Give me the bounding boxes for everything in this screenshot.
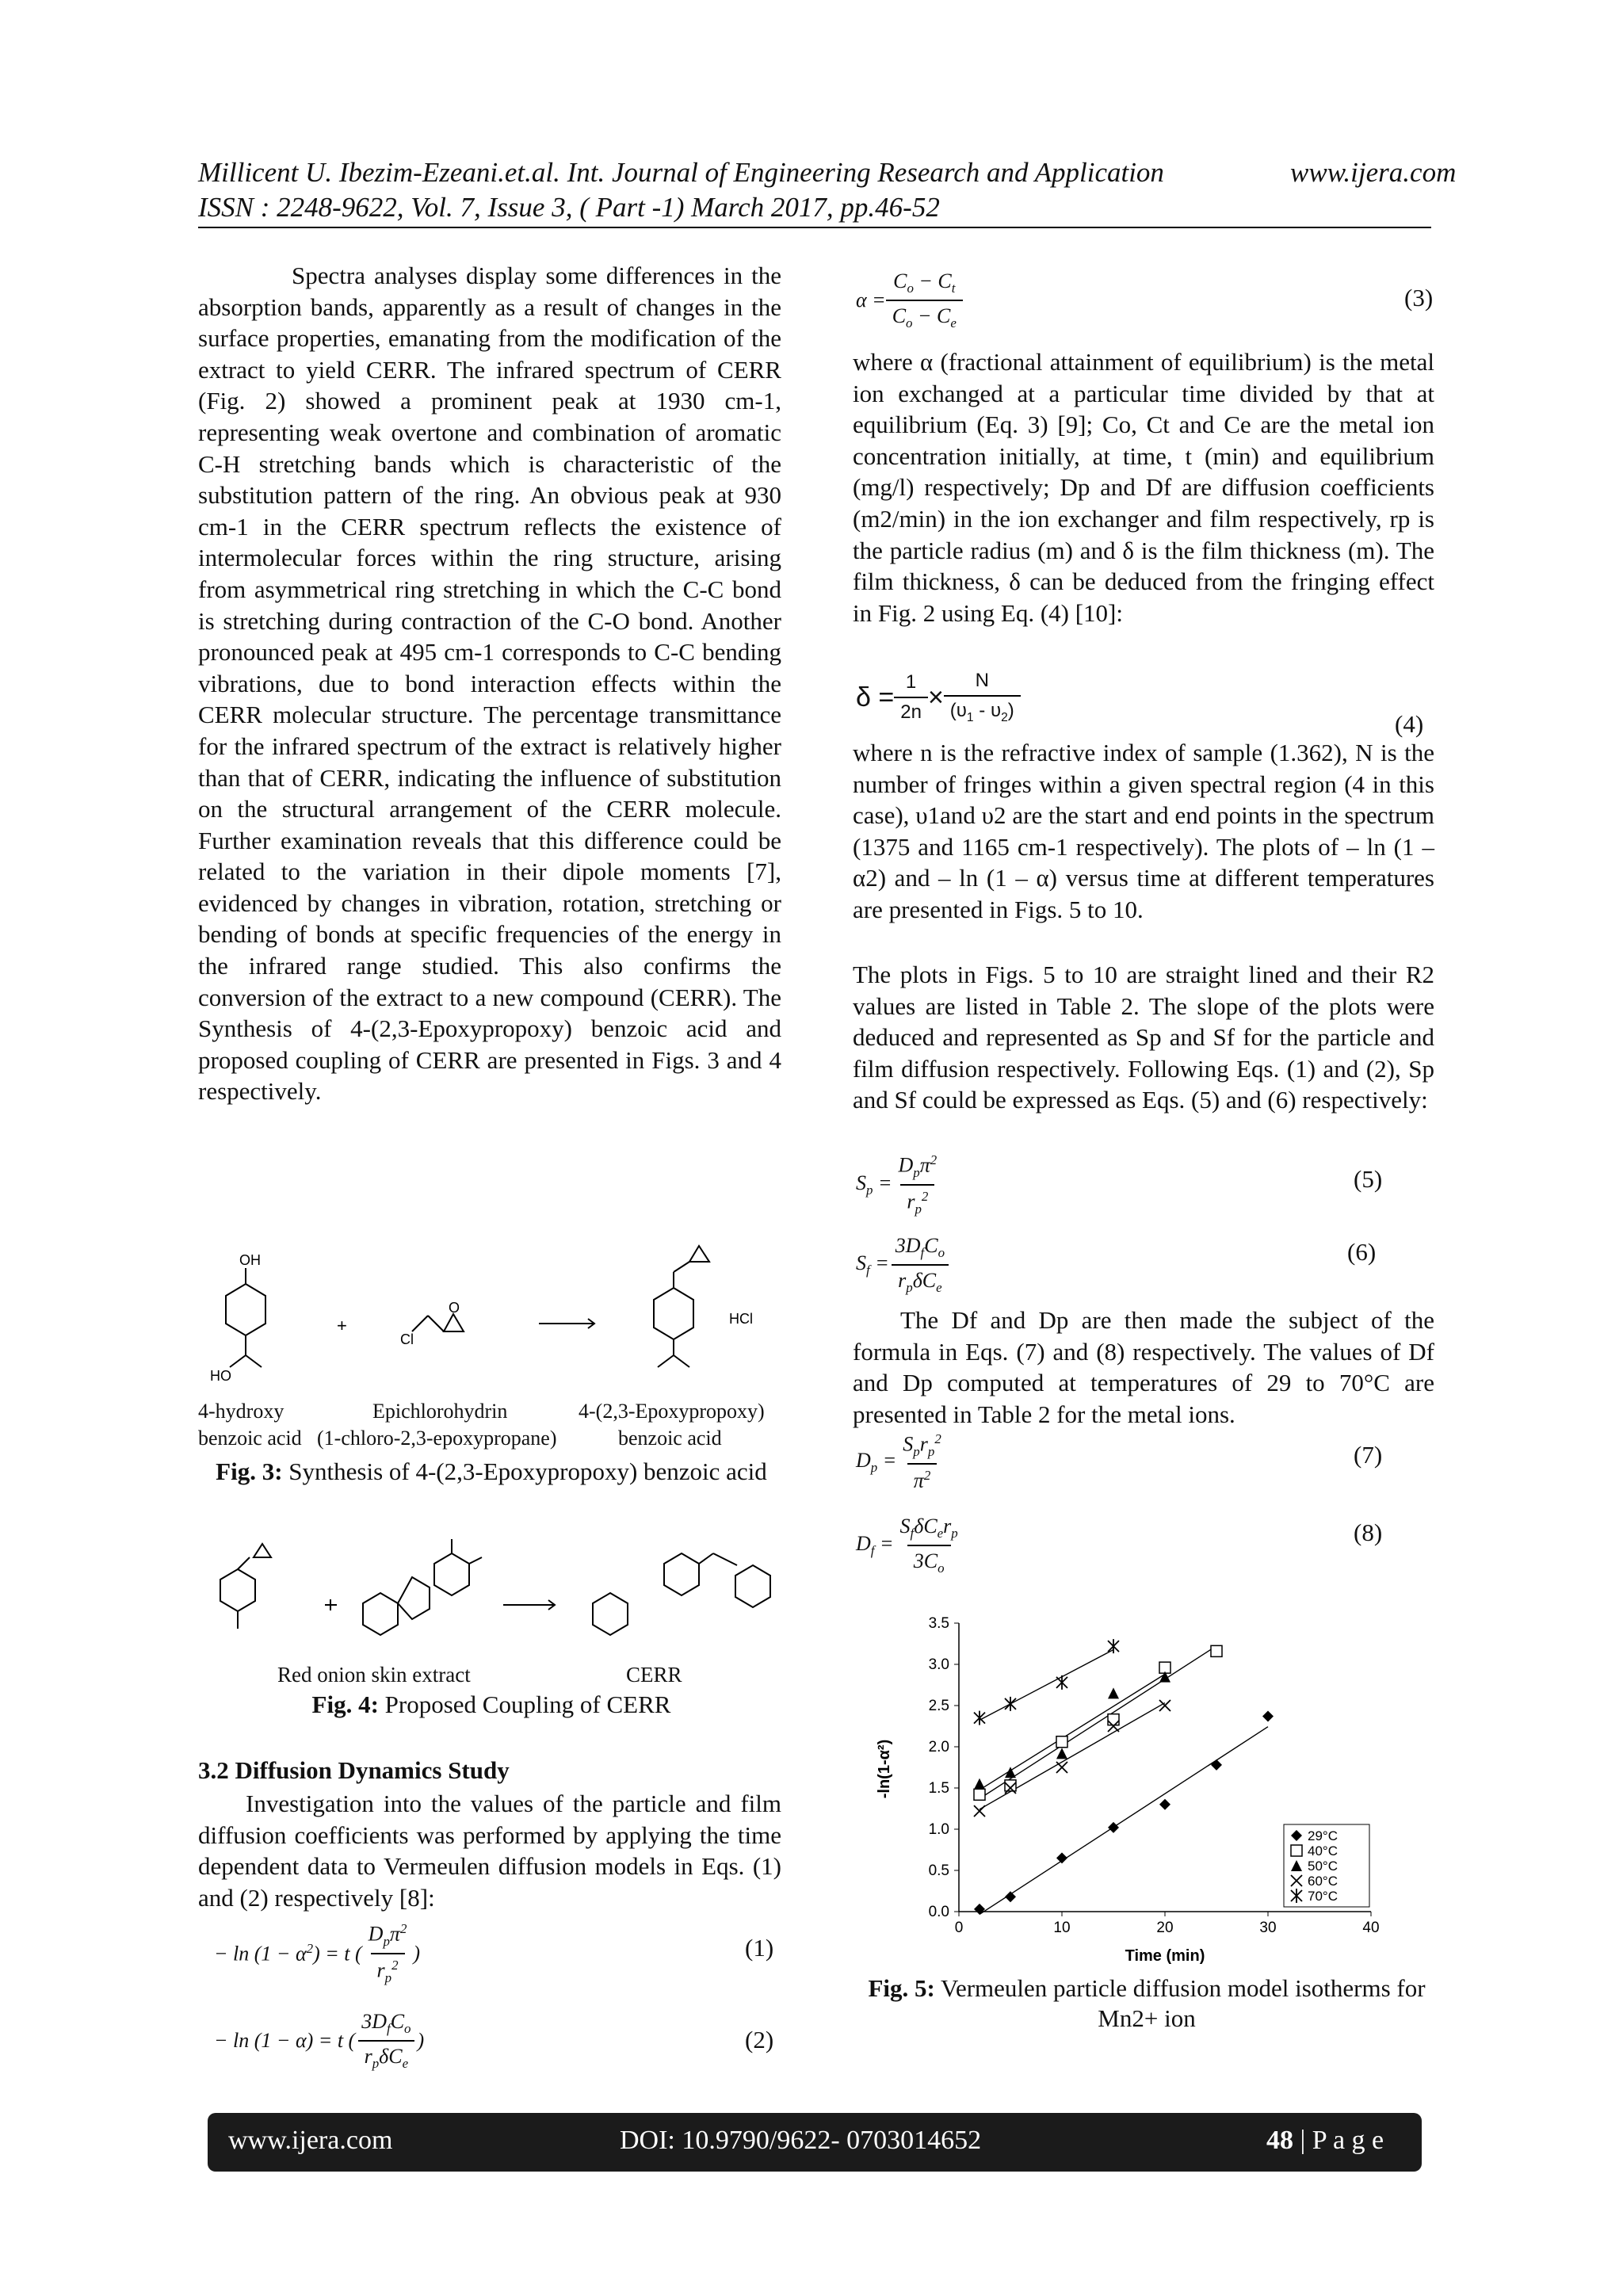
section-heading-3-2: 3.2 Diffusion Dynamics Study: [198, 1756, 510, 1784]
legend-label: 40°C: [1308, 1843, 1338, 1859]
equation-5-number: (5): [1354, 1165, 1383, 1193]
running-header-website[interactable]: www.ijera.com: [1290, 157, 1457, 188]
data-point: [1056, 1675, 1067, 1690]
y-tick-label: 2.0: [928, 1739, 949, 1755]
equation-5: $S_p$ = $\frac{D_p\pi^2}{r_p^2}$: [856, 1152, 938, 1217]
footer-page: 48 | P a g e: [1266, 2126, 1384, 2155]
fig3-label-c2: benzoic acid: [618, 1427, 722, 1450]
fig5-caption: Fig. 5: Vermeulen particle diffusion model isotherms for Mn2+ ion: [868, 1974, 1426, 2032]
data-point: [974, 1904, 985, 1915]
data-point: [1159, 1799, 1170, 1810]
fig3-cl-label: Cl: [400, 1331, 414, 1347]
y-tick-label: 2.5: [928, 1698, 949, 1714]
trendline: [980, 1703, 1165, 1809]
equation-2-number: (2): [745, 2026, 774, 2053]
figure-3-scheme: [198, 1244, 785, 1458]
left-paragraph-2: Investigation into the values of the particle and film diffusion coefficients was performed by applying the time dependent data to Vermeulen diffusion models in Eqs. (1) and (2) respectively [8]:: [198, 1790, 781, 1912]
equation-7-number: (7): [1354, 1441, 1383, 1469]
data-point: [974, 1789, 985, 1800]
fig4-caption: Fig. 4: Proposed Coupling of CERR: [311, 1690, 671, 1718]
data-point: [1291, 1845, 1302, 1856]
legend-label: 60°C: [1308, 1874, 1338, 1889]
equation-1: − $\ln (1 - \alpha^2) = t$ ( $\frac{D_p\pi^2}{r_p^2}$ ): [214, 1921, 421, 1985]
equation-4: δ = $\frac{1}{2n}$ × $\frac{N}{(\upsilon_1 - \upsilon_2)}$: [856, 666, 1021, 729]
data-point: [1108, 1714, 1119, 1725]
trendline: [980, 1650, 1113, 1721]
fig3-oh-label: OH: [239, 1252, 261, 1268]
footer-website[interactable]: www.ijera.com: [228, 2126, 393, 2155]
y-tick-label: 1.0: [928, 1821, 949, 1838]
fig5-chart: [872, 1617, 1395, 1966]
y-tick-label: 3.0: [928, 1656, 949, 1673]
trendline: [980, 1674, 1165, 1790]
data-point: [1056, 1852, 1067, 1863]
figure-4-scheme: [198, 1522, 785, 1687]
right-paragraph-1: where α (fractional attainment of equilibrium) is the metal ion exchanged at a particular time divided by that at equilibrium (Eq. 3) [9]; Co, Ct and Ce are the metal ion concentration initially, at time, t (min) and equilibrium (mg/l) respectively; Dp and Df are diffusion coefficients (m2/min) in the ion exchanger and film respectively, rp is the particle radius (m) and δ is the film thickness (m). The film thickness, δ can be deduced from the fringing effect in Fig. 2 using Eq. (4) [10]:: [853, 348, 1434, 627]
data-point: [1005, 1697, 1016, 1711]
y-tick-label: 0.5: [928, 1862, 949, 1879]
data-point: [1211, 1759, 1222, 1771]
running-header-line1: Millicent U. Ibezim-Ezeani.et.al. Int. Journal of Engineering Research and Application: [198, 157, 1164, 188]
x-tick-label: 40: [1362, 1920, 1380, 1936]
equation-8: $D_f$ = $\frac{S_f\delta C_er_p}{3C_o}$: [856, 1514, 958, 1576]
data-point: [974, 1805, 985, 1817]
chart-y-axis-label: -ln(1-α²): [876, 1739, 893, 1799]
trendline: [980, 1646, 1216, 1799]
chart-trendlines: [980, 1646, 1268, 1915]
fig3-label-c: 4-(2,3-Epoxypropoxy): [579, 1400, 765, 1423]
data-point: [1005, 1780, 1016, 1791]
equation-3: α = $\frac{C_o - C_t}{C_o - C_e}$: [856, 265, 963, 336]
fig3-label-b2: (1-chloro-2,3-epoxypropane): [317, 1427, 557, 1450]
y-tick-label: 1.5: [928, 1780, 949, 1797]
data-point: [1108, 1822, 1119, 1833]
data-point: [974, 1778, 985, 1790]
y-tick-label: 0.0: [928, 1904, 949, 1920]
equation-8-number: (8): [1354, 1519, 1383, 1546]
fig4-label-a: Red onion skin extract: [277, 1663, 471, 1687]
equation-3-number: (3): [1404, 284, 1434, 311]
chart-legend: [1284, 1824, 1369, 1907]
fig3-o-label: O: [449, 1300, 460, 1316]
x-tick-label: 10: [1053, 1920, 1071, 1936]
header-rule: [198, 227, 1431, 228]
fig3-label-a2: benzoic acid: [198, 1427, 302, 1450]
right-paragraph-4: The Df and Dp are then made the subject of the formula in Eqs. (7) and (8) respectively. The values of Df and Dp computed at temperatures of 29 to 70°C are presented in Table 2 for the metal ions.: [853, 1306, 1434, 1428]
fig3-caption: Fig. 3: Synthesis of 4-(2,3-Epoxypropoxy) benzoic acid: [216, 1457, 767, 1485]
running-header-line2: ISSN : 2248-9622, Vol. 7, Issue 3, ( Part -1) March 2017, pp.46-52: [198, 192, 940, 223]
data-point: [1056, 1748, 1067, 1759]
right-paragraph-2: where n is the refractive index of sample (1.362), N is the number of fringes within a given spectral region (4 in this case), υ1and υ2 are the start and end points in the spectrum (1375 and 1165 cm-1 respectively). The plots of – ln (1 – α2) and – ln (1 – α) versus time at different temperatures are presented in Figs. 5 to 10.: [853, 739, 1434, 923]
fig3-plus-sign: +: [337, 1316, 347, 1335]
fig3-ho-label: HO: [210, 1368, 231, 1384]
figure-4-structures: [198, 1522, 785, 1664]
data-point: [1005, 1891, 1016, 1902]
equation-6-number: (6): [1347, 1238, 1377, 1266]
x-tick-label: 20: [1156, 1920, 1174, 1936]
equation-6: $S_f$ = $\frac{3D_fC_o}{r_p\delta C_e}$: [856, 1233, 951, 1297]
trendline: [980, 1727, 1268, 1915]
fig3-hcl-label: HCl: [729, 1311, 753, 1327]
data-point: [1108, 1687, 1119, 1698]
footer-doi: DOI: 10.9790/9622- 0703014652: [620, 2126, 982, 2155]
legend-label: 29°C: [1308, 1828, 1338, 1843]
data-point: [1211, 1645, 1222, 1656]
equation-1-number: (1): [745, 1934, 774, 1962]
data-point: [1056, 1736, 1067, 1748]
page-footer: [208, 2113, 1422, 2172]
legend-label: 70°C: [1308, 1889, 1338, 1904]
x-tick-label: 0: [954, 1920, 964, 1936]
fig3-label-a: 4-hydroxy: [198, 1400, 285, 1423]
fig3-label-b: Epichlorohydrin: [372, 1400, 508, 1423]
chart-x-axis-label: Time (min): [1125, 1947, 1205, 1965]
y-tick-label: 3.5: [928, 1617, 949, 1632]
data-point: [1262, 1711, 1274, 1722]
fig4-label-b: CERR: [626, 1663, 682, 1687]
legend-label: 50°C: [1308, 1859, 1338, 1874]
figure-3-structures: [198, 1244, 785, 1403]
left-paragraph-1: Spectra analyses display some differences in the absorption bands, apparently as a result of changes in the surface properties, emanating from the modification of the extract to yield CERR. The infrared spectrum of CERR (Fig. 2) showed a prominent peak at 1930 cm-1, representing weak overtone and combination of aromatic C-H stretching bands which is characteristic of the substitution pattern of the ring. An obvious peak at 930 cm-1 in the CERR spectrum reflects the existence of intermolecular forces within the ring structure, arising from asymmetrical ring stretching in which the C-C bond is stretching during contraction of the C-O bond. Another pronounced peak at 495 cm-1 corresponds to C-C bending vibrations, due to bond interaction effects within the CERR molecular structure. The percentage transmittance for the infrared spectrum of the extract is relatively higher than that of CERR, indicating the influence of substitution on the structural arrangement of the CERR molecule. Further examination reveals that this difference could be related to the variation in their dipole moments [7], evidenced by changes in vibration, rotation, stretching or bending of bonds at specific frequencies of the energy in the infrared range studied. This also confirms the conversion of the extract to a new compound (CERR). The Synthesis of 4-(2,3-Epoxypropoxy) benzoic acid and proposed coupling of CERR are presented in Figs. 3 and 4 respectively.: [198, 262, 781, 1106]
equation-7: $D_p$ = $\frac{S_pr_p^2}{\pi^2}$: [856, 1431, 941, 1492]
equation-4-number: (4): [1395, 710, 1424, 738]
data-point: [1056, 1762, 1067, 1773]
right-paragraph-3: The plots in Figs. 5 to 10 are straight lined and their R2 values are listed in Table 2. The slope of the plots were deduced and represented as Sp and Sf for the particle and film diffusion respectively. Following Eqs. (1) and (2), Sp and Sf could be expressed as Eqs. (5) and (6) respectively:: [853, 961, 1434, 1114]
chart-points: [974, 1639, 1274, 1915]
equation-2: − ln (1 − α) = t ( $\frac{3D_fC_o}{r_p\delta C_e}$ ): [214, 2009, 425, 2072]
x-tick-label: 30: [1259, 1920, 1277, 1936]
